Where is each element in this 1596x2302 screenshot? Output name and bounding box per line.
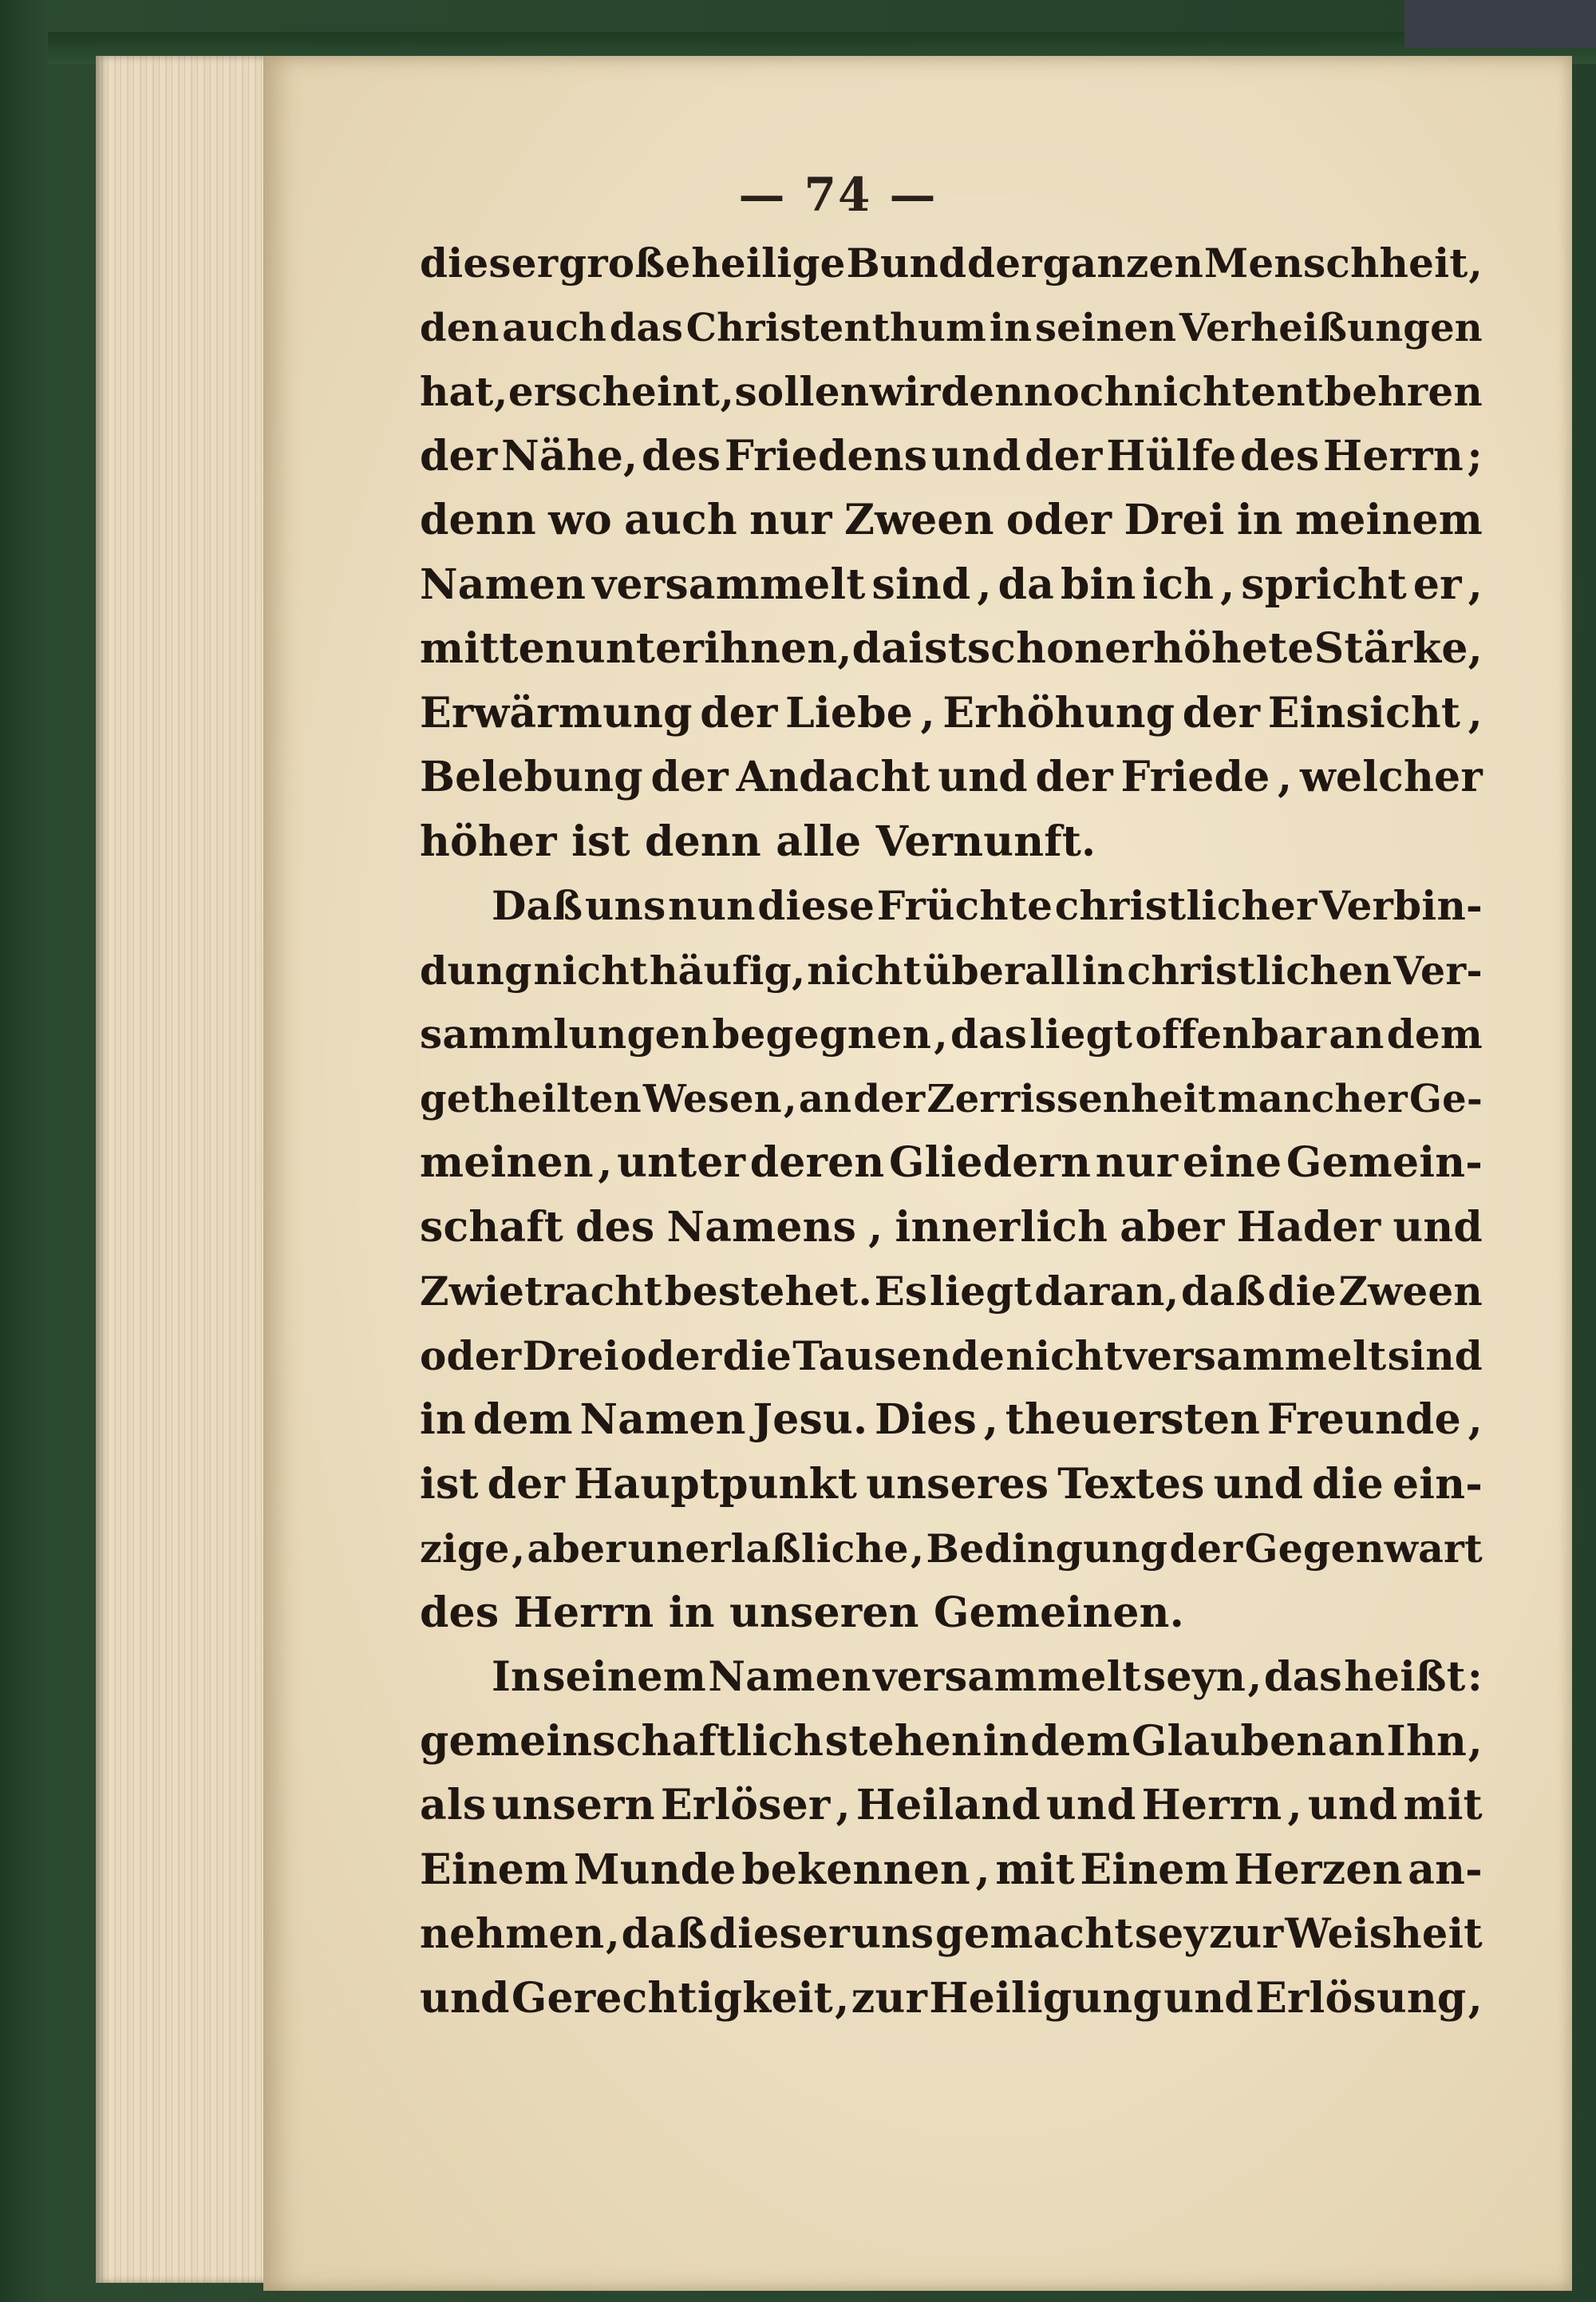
page-text — [420, 231, 1483, 2031]
text-line: mitten unter ihnen , da ist schon erhöhete Stärke , — [420, 624, 1483, 673]
text-line: zige , aber unerlaßliche , Bedingung der Gegenwart — [420, 1525, 1483, 1572]
text-line: Daß uns nun diese Früchte christlicher Verbin- — [492, 882, 1483, 929]
book-page — [263, 56, 1572, 2291]
text-line: getheilten Wesen , an der Zerrissenheit mancher Ge- — [420, 1076, 1483, 1121]
text-line: Einem Munde bekennen , mit Einem Herzen an- — [420, 1845, 1483, 1894]
text-line: höher ist denn alle Vernunft. — [420, 817, 1096, 866]
text-line: in dem Namen Jesu. Dies , theuersten Freunde , — [420, 1395, 1483, 1444]
text-line: der Nähe, des Friedens und der Hülfe des Herrn ; — [420, 431, 1483, 481]
background-corner — [1404, 0, 1596, 48]
text-line: dieser große heilige Bund der ganzen Menschheit , — [420, 239, 1483, 287]
text-line: den auch das Christenthum in seinen Verheißungen — [420, 305, 1483, 350]
text-line: ist der Hauptpunkt unseres Textes und die ein- — [420, 1459, 1483, 1509]
text-line: hat , erscheint , sollen wir dennoch nicht entbehren — [420, 368, 1483, 415]
text-line: meinen , unter deren Gliedern nur eine Gemein- — [420, 1138, 1483, 1187]
text-line: Erwärmung der Liebe , Erhöhung der Einsicht , — [420, 688, 1483, 738]
text-line: oder Drei oder die Tausende nicht versammelt sind — [420, 1331, 1483, 1379]
text-line: sammlungen begegnen , das liegt offenbar an dem — [420, 1011, 1483, 1058]
text-line: nehmen , daß dieser uns gemacht sey zur Weisheit — [420, 1910, 1483, 1958]
text-line: schaft des Namens , innerlich aber Hader und — [420, 1202, 1483, 1252]
text-line: In seinem Namen versammelt seyn , das heißt : — [492, 1653, 1483, 1701]
text-line: gemeinschaftlich stehen in dem Glauben an Ihn , — [420, 1716, 1483, 1766]
text-line: Zwietracht bestehet. Es liegt daran, daß die Zween — [420, 1268, 1483, 1315]
text-line: Namen versammelt sind , da bin ich , spricht er , — [420, 560, 1483, 609]
text-line: als unsern Erlöser , Heiland und Herrn , und mit — [420, 1781, 1483, 1829]
page-number: — 74 — — [738, 168, 938, 222]
text-line: dung nicht häufig, nicht überall in christlichen Ver- — [420, 947, 1483, 994]
text-line: und Gerechtigkeit , zur Heiligung und Erlösung , — [420, 1973, 1483, 2023]
text-line: des Herrn in unseren Gemeinen. — [420, 1588, 1184, 1637]
text-line: Belebung der Andacht und der Friede , welcher — [420, 753, 1483, 801]
page-edges — [96, 56, 271, 2283]
text-line: denn wo auch nur Zween oder Drei in meinem — [420, 496, 1483, 544]
